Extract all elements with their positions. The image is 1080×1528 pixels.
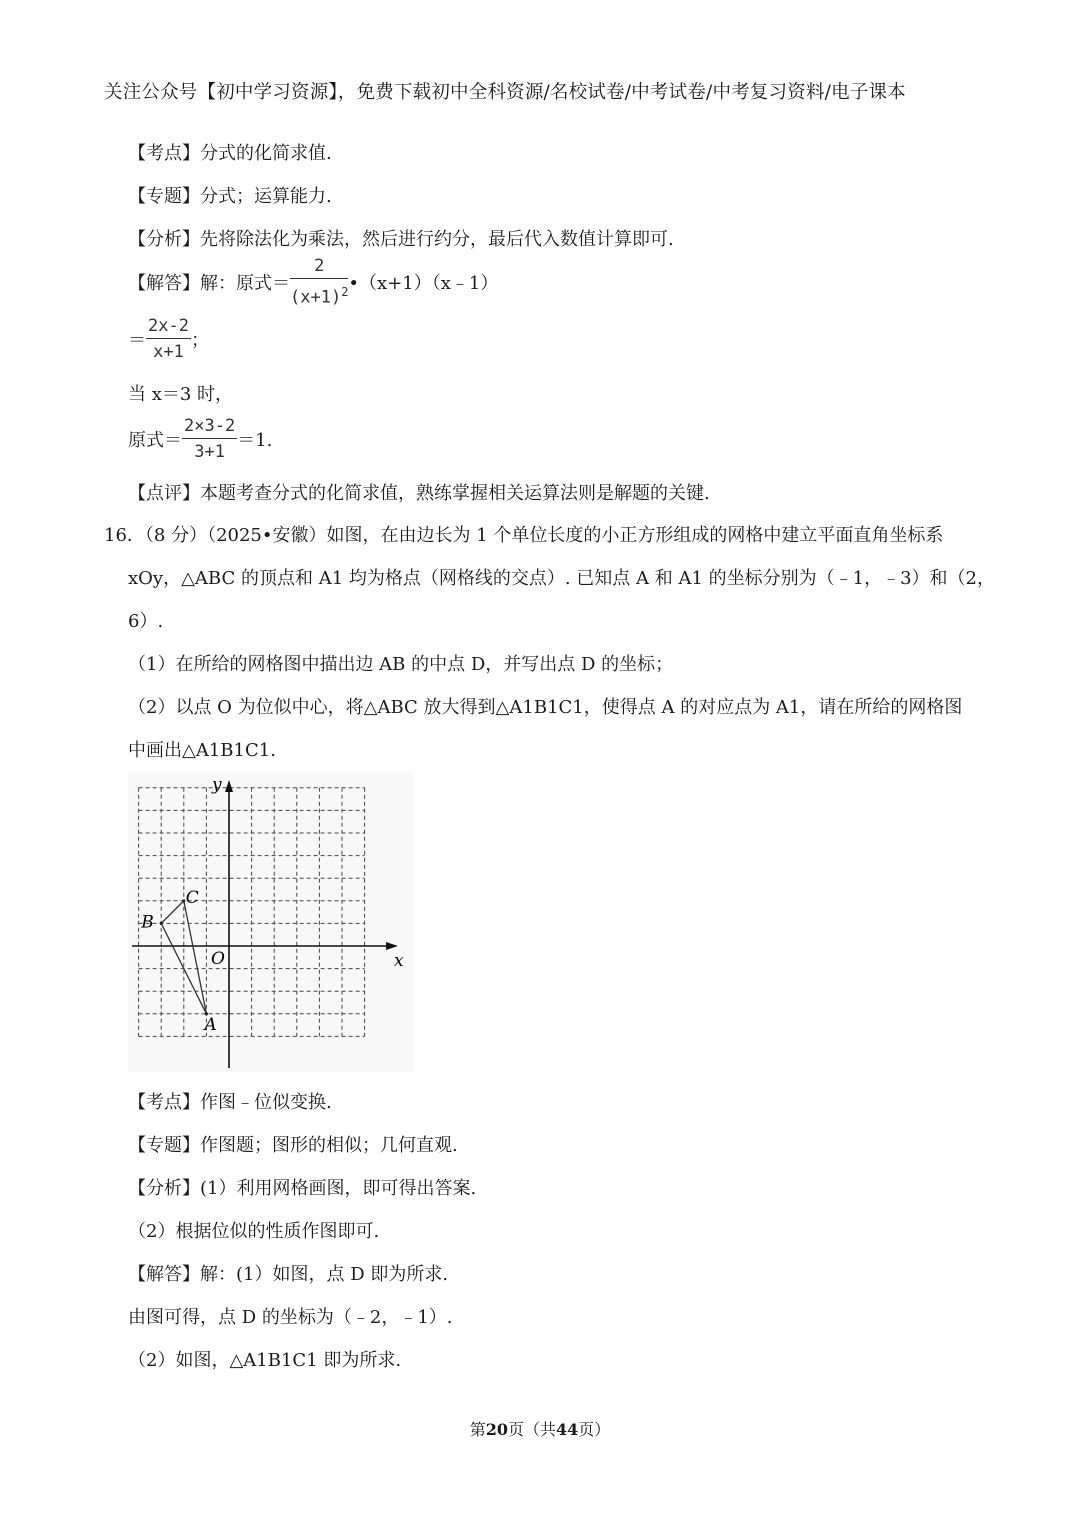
eq-suffix: ； xyxy=(190,330,209,351)
page-footer xyxy=(0,1417,1080,1440)
footer-page-number: 20 xyxy=(485,1420,508,1439)
eq-prefix: ＝ xyxy=(128,330,146,351)
vertex-point-b xyxy=(160,922,163,925)
coordinate-grid-figure xyxy=(128,772,413,1072)
q16-jieda2: 由图可得，点 D 的坐标为（﹣2，﹣1）. xyxy=(128,1307,453,1328)
point-b-label: B xyxy=(141,912,154,933)
q15-fenxi: 【分析】先将除法化为乘法，然后进行约分，最后代入数值计算即可. xyxy=(128,229,674,250)
footer-middle: 页（共 xyxy=(507,1420,556,1439)
fraction-3 xyxy=(182,416,237,462)
fraction-2 xyxy=(146,316,191,362)
q15-kaodian: 【考点】分式的化简求值. xyxy=(128,143,332,164)
page-header: 关注公众号【初中学习资源】，免费下载初中全科资源/名校试卷/中考试卷/中考复习资料/电子课本 xyxy=(104,82,906,103)
q15-result xyxy=(128,416,272,462)
figure-background xyxy=(128,772,413,1072)
q15-zhuanti: 【专题】分式；运算能力. xyxy=(128,186,332,207)
fraction-1-den-base: (x+1) xyxy=(290,287,342,308)
q16-kaodian: 【考点】作图﹣位似变换. xyxy=(128,1092,332,1113)
q16-fenxi1: 【分析】(1）利用网格画图，即可得出答案. xyxy=(128,1178,477,1199)
point-a-label: A xyxy=(204,1014,217,1035)
fraction-1-denominator xyxy=(290,279,348,308)
origin-label: O xyxy=(211,949,225,969)
fraction-3-denominator: 3+1 xyxy=(194,442,225,462)
q16-line2: xOy，△ABC 的顶点和 A1 均为格点（网格线的交点）. 已知点 A 和 A1 的坐标分别为（﹣1，﹣3）和（2， xyxy=(128,568,996,589)
q16-line3: 6）. xyxy=(128,611,164,632)
footer-suffix: 页） xyxy=(578,1420,611,1439)
fraction-1-numerator: 2 xyxy=(290,256,348,279)
q15-jieda xyxy=(128,256,498,308)
q16-part1: （1）在所给的网格图中描出边 AB 的中点 D，并写出点 D 的坐标； xyxy=(128,654,674,675)
fraction-3-numerator: 2×3-2 xyxy=(182,416,237,439)
y-axis-label: y xyxy=(212,775,222,795)
footer-total-pages: 44 xyxy=(556,1420,579,1439)
jieda-prefix: 【解答】解：原式＝ xyxy=(128,272,290,294)
result-prefix: 原式＝ xyxy=(128,430,182,451)
q15-simplified xyxy=(128,316,209,362)
fraction-1 xyxy=(290,256,348,308)
result-suffix: ＝1. xyxy=(237,430,273,451)
footer-prefix: 第 xyxy=(469,1420,486,1439)
fraction-2-numerator: 2x-2 xyxy=(146,316,191,339)
q15-dianping: 【点评】本题考查分式的化简求值，熟练掌握相关运算法则是解题的关键. xyxy=(128,483,710,504)
q16-zhuanti: 【专题】作图题；图形的相似；几何直观. xyxy=(128,1135,458,1156)
q16-jieda1: 【解答】解：(1）如图，点 D 即为所求. xyxy=(128,1264,449,1285)
fraction-1-exponent: 2 xyxy=(341,285,349,299)
q16-line1: 16．（8 分）（2025•安徽）如图，在由边长为 1 个单位长度的小正方形组成的网格中建立平面直角坐标系 xyxy=(104,525,944,546)
fraction-2-denominator: x+1 xyxy=(153,342,184,362)
q16-part2b: 中画出△A1B1C1. xyxy=(128,740,276,761)
q16-part2a: （2）以点 O 为位似中心，将△ABC 放大得到△A1B1C1，使得点 A 的对应点为 A1，请在所给的网格图 xyxy=(128,697,963,718)
q16-jieda3: （2）如图，△A1B1C1 即为所求. xyxy=(128,1350,402,1371)
jieda-suffix: •（x+1）（x﹣1） xyxy=(348,272,499,294)
x-axis-label: x xyxy=(394,951,404,971)
q16-fenxi2: （2）根据位似的性质作图即可. xyxy=(128,1221,380,1242)
q15-when: 当 x＝3 时， xyxy=(128,384,234,405)
point-c-label: C xyxy=(185,887,199,908)
